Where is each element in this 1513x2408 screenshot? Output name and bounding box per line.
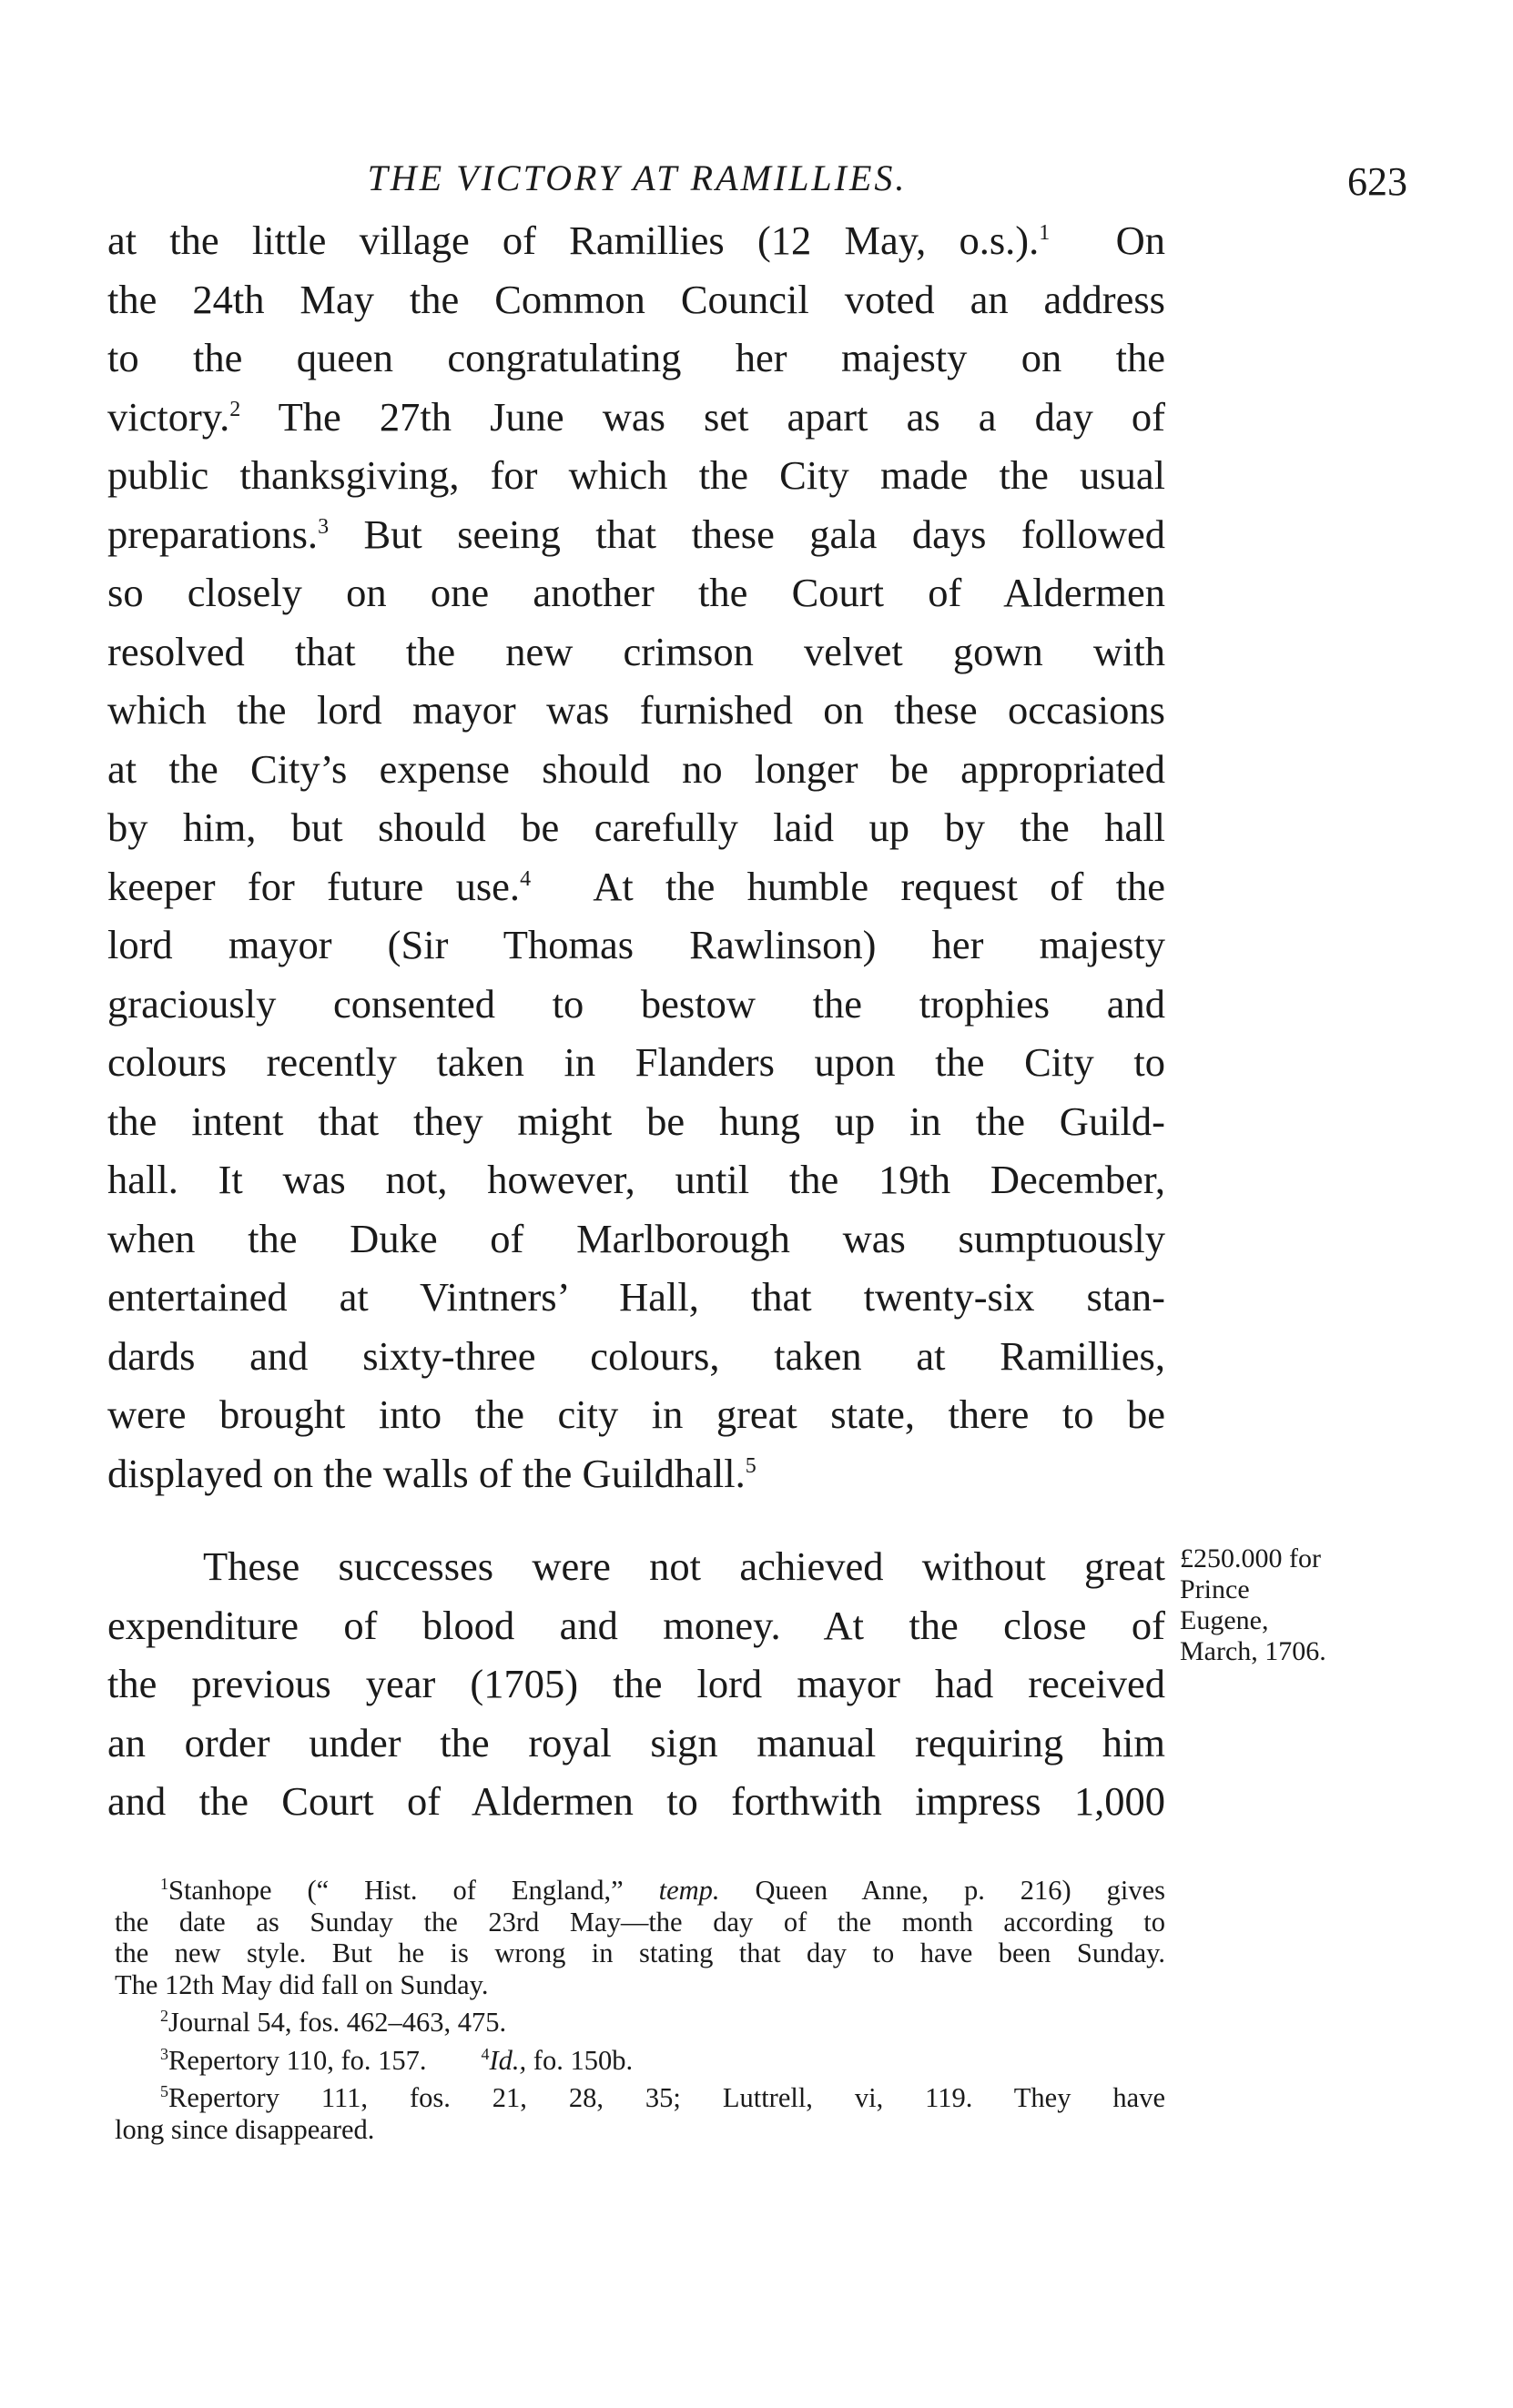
text-line: keeper for future use.$^4$ At the humble request of the [107,863,1165,909]
text-line: These successes were not achieved without great [203,1543,1165,1589]
footnote-ref: 4 [520,866,532,891]
paragraph-ramillies [107,211,1165,1502]
footnote-line: The 12th May did fall on Sunday. [115,1968,489,2000]
footnote-mark: 5 [160,2081,168,2100]
footnote-line: $^1$Stanhope (“ Hist. of England,” temp. Queen Anne, p. 216) gives [160,1874,1166,1906]
text-line: victory.$^2$ The 27th June was set apart as a day of [107,393,1165,440]
text-line: to the queen congratulating her majesty on the [107,335,1165,380]
text-line: hall. It was not, however, until the 19th December, [107,1157,1165,1202]
footnote-line: the date as Sunday the 23rd May—the day of the month according to [115,1906,1165,1938]
text-line: by him, but should be carefully laid up by the hall [107,804,1165,850]
page-number: 623 [1347,159,1407,204]
footnotes [115,1875,1165,2151]
running-title: THE VICTORY AT RAMILLIES. [367,157,908,198]
footnote-line: the new style. But he is wrong in stating that day to have been Sunday. [115,1938,1165,1968]
text-line: resolved that the new crimson velvet gown with [107,628,1165,674]
footnote-2: $^2$Journal 54, fos. 462–463, 475. [160,2006,507,2038]
text-line: colours recently taken in Flanders upon the City to [107,1039,1165,1085]
footnote-ref: 5 [745,1453,756,1478]
text-line: entertained at Vintners’ Hall, that twenty-six stan- [107,1274,1165,1320]
text-line: at the City’s expense should no longer be appropriated [107,745,1165,792]
text-line: the intent that they might be hung up in the Guild- [107,1098,1165,1144]
footnote-line: $^5$Repertory 111, fos. 21, 28, 35; Luttrell, vi, 119. They have [160,2081,1165,2113]
text-line: expenditure of blood and money. At the close of [107,1602,1165,1648]
footnote-5 [115,2082,1165,2145]
footnote-mark: 4 [481,2044,490,2063]
text-line: preparations.$^3$ But seeing that these gala days followed [107,511,1165,557]
text-line: the 24th May the Common Council voted an address [107,276,1165,322]
text-line: at the little village of Ramillies (12 May, o.s.).$^1$ On [107,218,1165,263]
text-line: which the lord mayor was furnished on these occasions [107,687,1165,733]
footnote-1 [115,1875,1165,2000]
footnote-mark: 2 [160,2006,168,2025]
text-line: when the Duke of Marlborough was sumptuously [107,1215,1165,1261]
text-line: lord mayor (Sir Thomas Rawlinson) her majesty [107,922,1165,967]
margin-note-line: March, 1706. [1180,1636,1326,1666]
margin-note [1180,1543,1417,1667]
text-line: displayed on the walls of the Guildhall.$^5$ [107,1450,756,1496]
text-line: graciously consented to bestow the trophies and [107,980,1165,1027]
paragraph-expenditure [107,1537,1165,1831]
text-line: and the Court of Aldermen to forthwith impress 1,000 [107,1778,1165,1824]
text-line: public thanksgiving, for which the City made the usual [107,452,1165,498]
footnote-mark: 3 [160,2044,168,2063]
margin-note-line: £250.000 for [1180,1543,1321,1573]
text-line: were brought into the city in great state, there to be [107,1391,1165,1437]
main-text [107,211,1165,1831]
running-head [109,151,1407,206]
margin-note-line: Prince [1180,1574,1250,1604]
margin-note-line: Eugene, [1180,1605,1269,1635]
footnote-ref: 2 [229,397,241,421]
text-line: the previous year (1705) the lord mayor had received [107,1661,1165,1706]
footnote-mark: 1 [160,1874,168,1893]
footnote-ref: 1 [1039,221,1051,246]
footnote-line: long since disappeared. [115,2113,375,2145]
text-line: an order under the royal sign manual requiring him [107,1719,1165,1766]
text-line: so closely on one another the Court of Aldermen [107,570,1165,615]
footnote-ref: 3 [318,514,330,539]
text-line: dards and sixty-three colours, taken at Ramillies, [107,1332,1165,1379]
footnote-3-4: $^3$Repertory 110, fo. 157. $^4$Id., fo. 150b. [160,2044,634,2076]
